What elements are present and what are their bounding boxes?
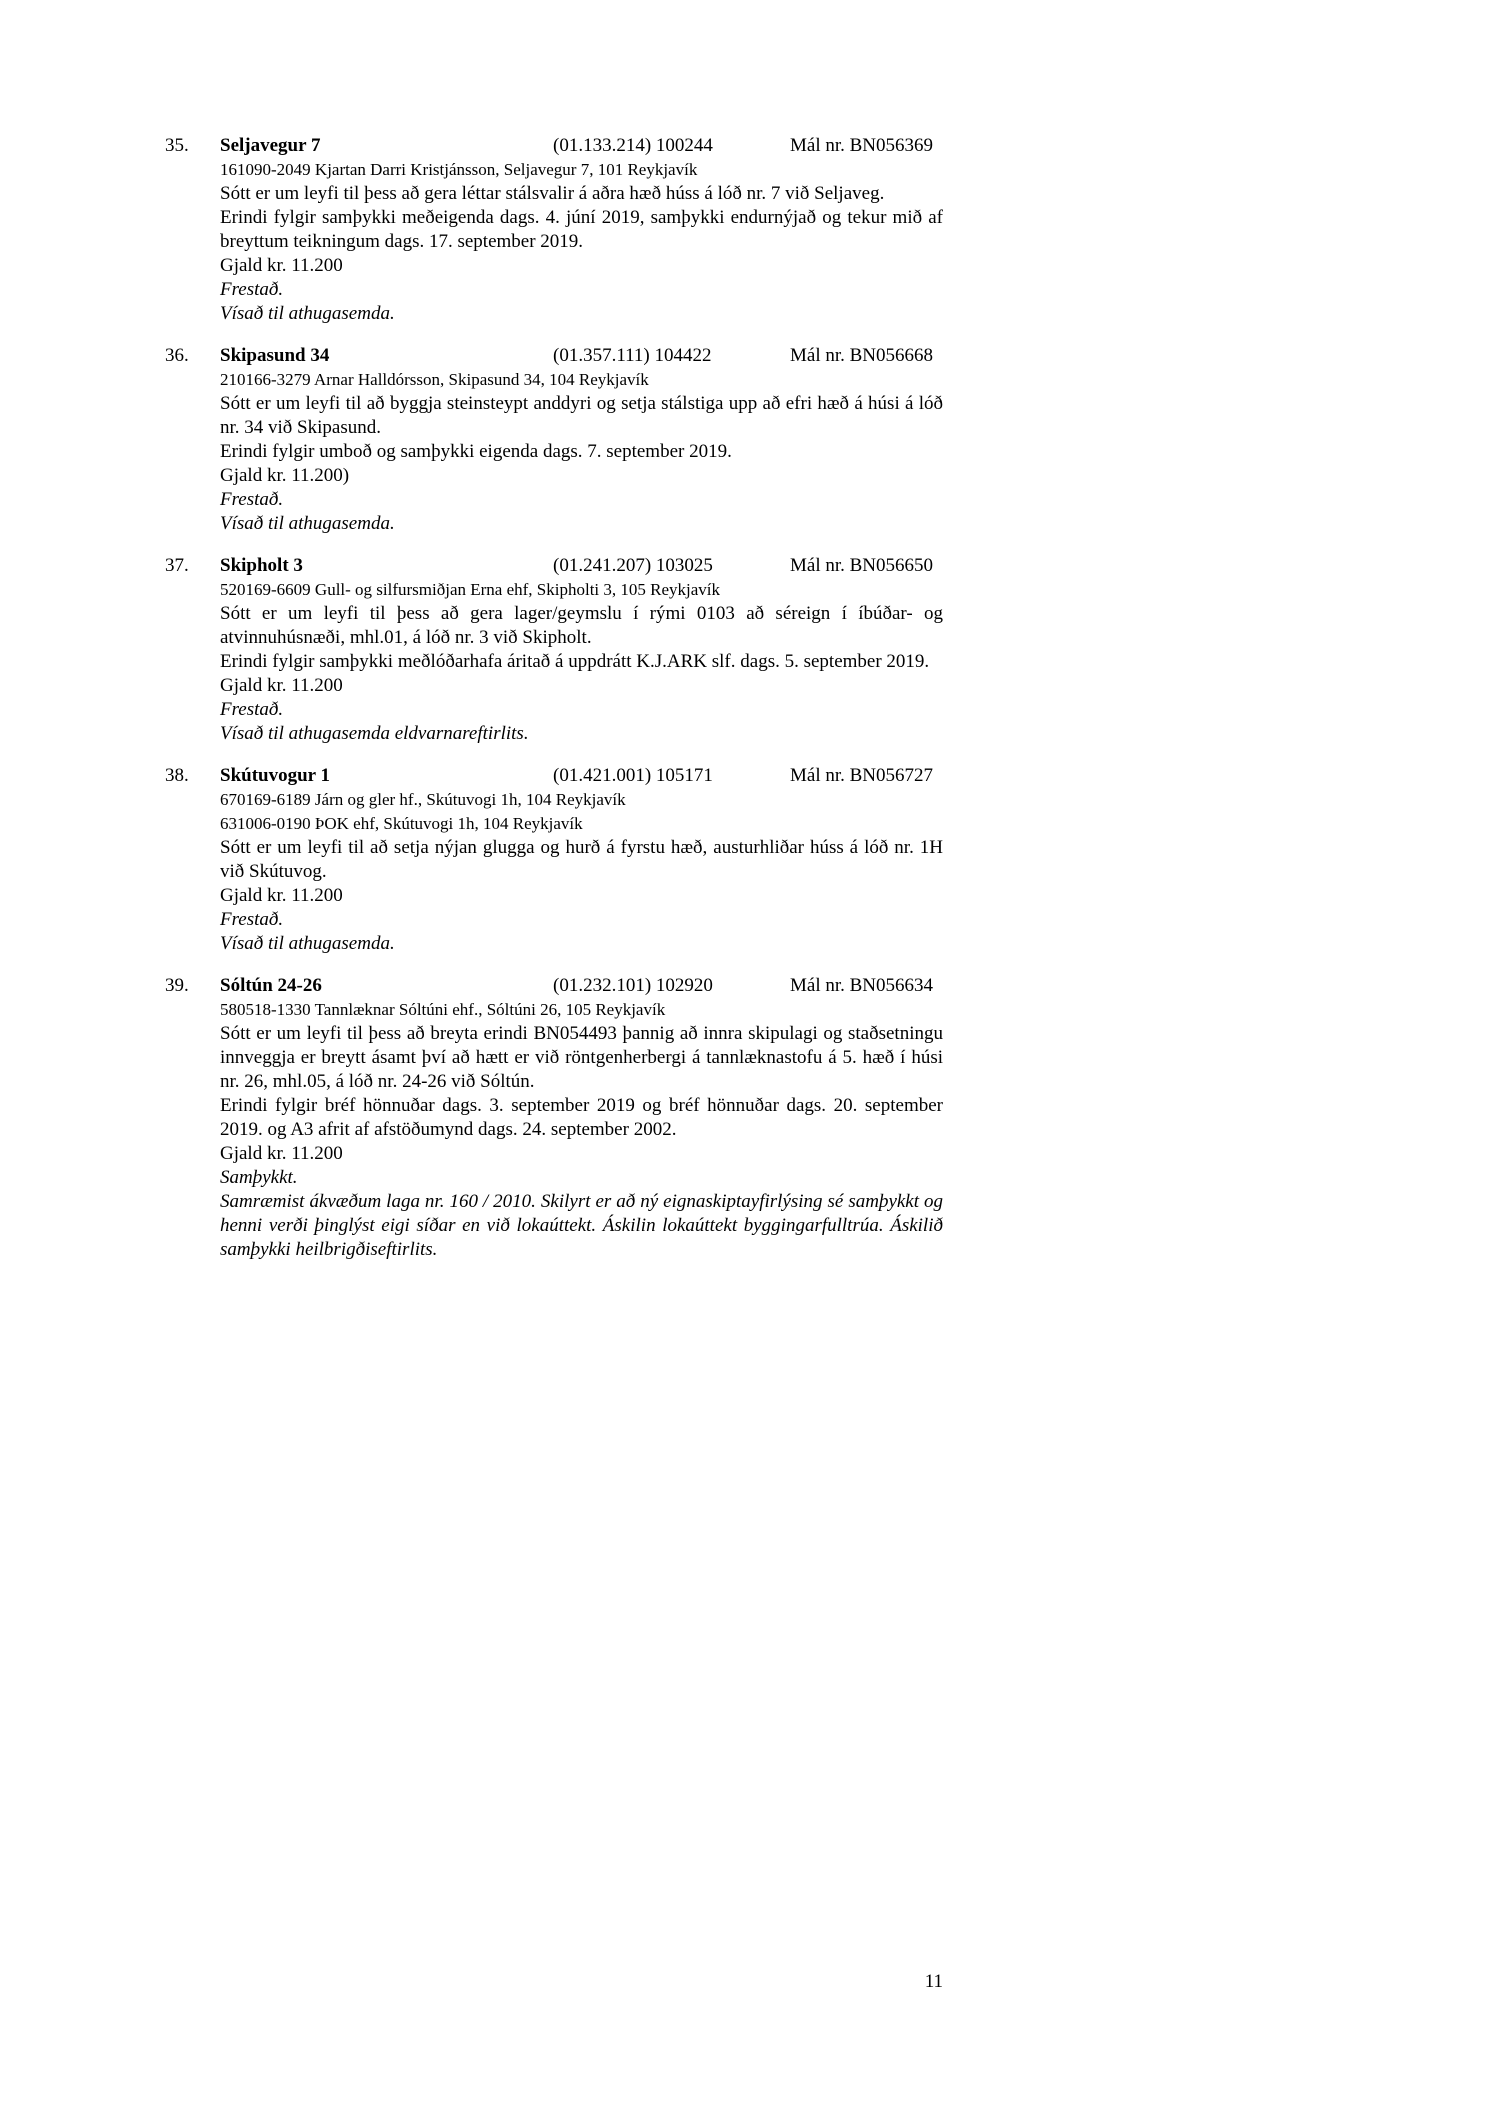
- registrant-line: 161090-2049 Kjartan Darri Kristjánsson, Seljavegur 7, 101 Reykjavík: [220, 160, 698, 179]
- agenda-item-header: [165, 344, 943, 368]
- decision-line: Frestað.: [220, 489, 284, 510]
- registrant-line: 670169-6189 Járn og gler hf., Skútuvogi 1h, 104 Reykjavík: [220, 790, 626, 809]
- agenda-item: [165, 764, 943, 956]
- fee-line: Gjald kr. 11.200: [220, 255, 343, 276]
- item-title: Seljavegur 7: [220, 135, 321, 156]
- page-number: 11: [924, 1971, 943, 1992]
- item-number: 39.: [165, 975, 189, 996]
- item-case-number: Mál nr. BN056668: [790, 345, 934, 366]
- description-paragraph: Sótt er um leyfi til að setja nýjan glugga og hurð á fyrstu hæð, austurhliðar húss á lóð nr. 1H við Skútuvog.: [220, 837, 943, 882]
- fee-line: Gjald kr. 11.200: [220, 675, 343, 696]
- registrant-line: 210166-3279 Arnar Halldórsson, Skipasund 34, 104 Reykjavík: [220, 370, 649, 389]
- description-paragraph: Sótt er um leyfi til þess að gera léttar stálsvalir á aðra hæð húss á lóð nr. 7 við Seljaveg.: [220, 183, 885, 204]
- decision-line: Samræmist ákvæðum laga nr. 160 / 2010. Skilyrt er að ný eignaskiptayfirlýsing sé samþykkt og henni verði þinglýst eigi síðar en við lokaúttekt. Áskilin lokaúttekt byggingarfulltrúa. Áskilið samþykki heilbrigðiseftirlits.: [220, 1191, 943, 1260]
- item-case-number: Mál nr. BN056727: [790, 765, 934, 786]
- item-title: Skipholt 3: [220, 555, 303, 576]
- fee-line: Gjald kr. 11.200: [220, 885, 343, 906]
- description-paragraph: Erindi fylgir samþykki meðeigenda dags. 4. júní 2019, samþykki endurnýjað og tekur mið af breyttum teikningum dags. 17. september 2019.: [220, 207, 943, 252]
- agenda-item-header: [165, 764, 943, 788]
- description-paragraph: Erindi fylgir samþykki meðlóðarhafa áritað á uppdrátt K.J.ARK slf. dags. 5. september 2019.: [220, 651, 930, 672]
- decision-line: Vísað til athugasemda eldvarnareftirlits.: [220, 723, 529, 744]
- decision-line: Frestað.: [220, 699, 284, 720]
- agenda-item-body: [220, 788, 943, 956]
- registrant-line: 631006-0190 ÞOK ehf, Skútuvogi 1h, 104 Reykjavík: [220, 814, 583, 833]
- item-case-number: Mál nr. BN056634: [790, 975, 934, 996]
- agenda-item: [165, 134, 943, 326]
- item-number: 37.: [165, 555, 189, 576]
- description-paragraph: Erindi fylgir umboð og samþykki eigenda dags. 7. september 2019.: [220, 441, 732, 462]
- agenda-item-body: [220, 998, 943, 1262]
- agenda-item: [165, 554, 943, 746]
- item-code: (01.357.111) 104422: [553, 345, 712, 366]
- item-title: Skútuvogur 1: [220, 765, 331, 786]
- item-number: 35.: [165, 135, 189, 156]
- agenda-item-header: [165, 134, 943, 158]
- item-code: (01.133.214) 100244: [553, 135, 713, 156]
- agenda-item-body: [220, 158, 943, 326]
- fee-line: Gjald kr. 11.200): [220, 465, 350, 486]
- agenda-items-list: [165, 134, 943, 1280]
- agenda-item: [165, 974, 943, 1262]
- item-code: (01.421.001) 105171: [553, 765, 713, 786]
- item-code: (01.232.101) 102920: [553, 975, 713, 996]
- description-paragraph: Sótt er um leyfi til þess að gera lager/geymslu í rými 0103 að séreign í íbúðar- og atvinnuhúsnæði, mhl.01, á lóð nr. 3 við Skipholt.: [220, 603, 943, 648]
- agenda-item-body: [220, 578, 943, 746]
- agenda-item: [165, 344, 943, 536]
- decision-line: Vísað til athugasemda.: [220, 513, 395, 534]
- item-number: 38.: [165, 765, 189, 786]
- registrant-line: 580518-1330 Tannlæknar Sóltúni ehf., Sóltúni 26, 105 Reykjavík: [220, 1000, 666, 1019]
- decision-line: Samþykkt.: [220, 1167, 298, 1188]
- item-title: Sóltún 24-26: [220, 975, 322, 996]
- item-case-number: Mál nr. BN056650: [790, 555, 934, 576]
- item-title: Skipasund 34: [220, 345, 330, 366]
- item-number: 36.: [165, 345, 189, 366]
- decision-line: Vísað til athugasemda.: [220, 303, 395, 324]
- decision-line: Frestað.: [220, 279, 284, 300]
- item-code: (01.241.207) 103025: [553, 555, 713, 576]
- item-case-number: Mál nr. BN056369: [790, 135, 934, 156]
- fee-line: Gjald kr. 11.200: [220, 1143, 343, 1164]
- description-paragraph: Sótt er um leyfi til þess að breyta erindi BN054493 þannig að innra skipulagi og staðsetningu innveggja er breytt ásamt því að hætt er við röntgenherbergi á tannlæknastofu á 5. hæð í húsi nr. 26, mhl.05, á lóð nr. 24-26 við Sóltún.: [220, 1023, 943, 1092]
- agenda-item-header: [165, 554, 943, 578]
- decision-line: Vísað til athugasemda.: [220, 933, 395, 954]
- description-paragraph: Erindi fylgir bréf hönnuðar dags. 3. september 2019 og bréf hönnuðar dags. 20. september 2019. og A3 afrit af afstöðumynd dags. 24. september 2002.: [220, 1095, 943, 1140]
- agenda-item-body: [220, 368, 943, 536]
- registrant-line: 520169-6609 Gull- og silfursmiðjan Erna ehf, Skipholti 3, 105 Reykjavík: [220, 580, 721, 599]
- decision-line: Frestað.: [220, 909, 284, 930]
- description-paragraph: Sótt er um leyfi til að byggja steinsteypt anddyri og setja stálstiga upp að efri hæð á húsi á lóð nr. 34 við Skipasund.: [220, 393, 943, 438]
- agenda-item-header: [165, 974, 943, 998]
